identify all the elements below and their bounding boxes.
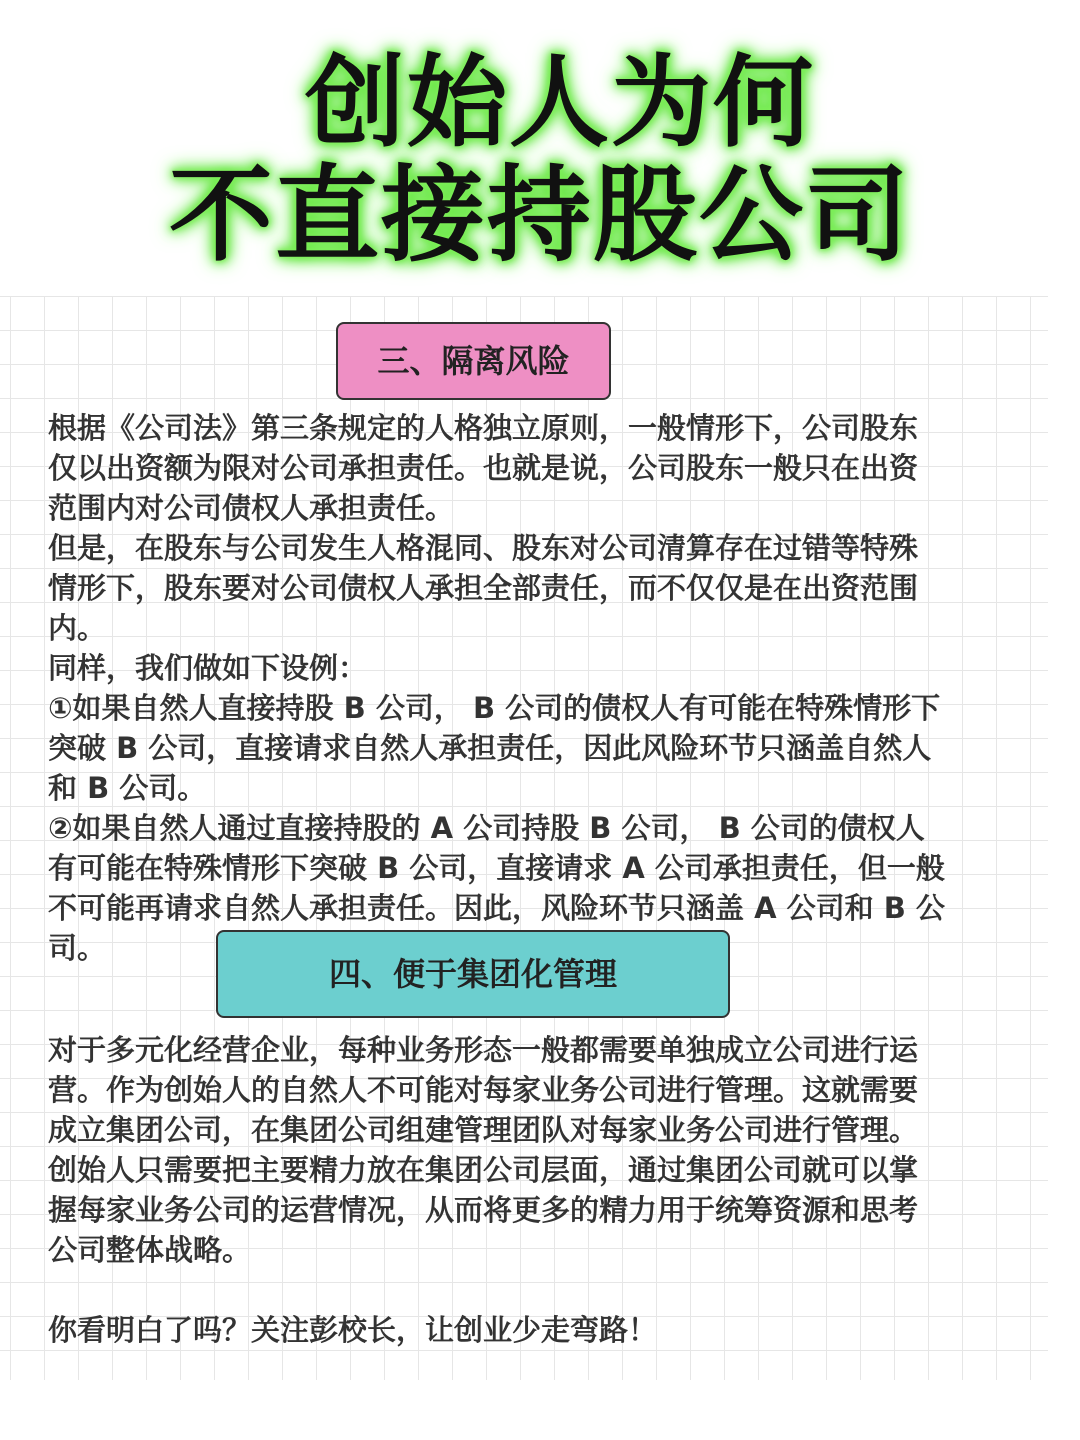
page-title-line-2: 不直接持股公司 [168,154,911,276]
section-3-body: 根据《公司法》第三条规定的人格独立原则，一般情形下，公司股东 仅以出资额为限对公司承担责任。也就是说，公司股东一般只在出资 范围内对公司债权人承担责任。 但是，在股东与公司发生人格混同、股东对公司清算存在过错等特殊 情形下，股东要对公司债权人承担全部责任，而不仅仅是在出资范围 内。 同样，我们做如下设例： ①如果自然人直接持股 B 公司， B 公司的债权人有可能在特殊情形下 突破 B 公司，直接请求自然人承担责任，因此风险环节只涵盖自然人 和 B 公司。 ②如果自然人通过直接持股的 A 公司持股 B 公司， B 公司的债权人 有可能在特殊情形下突破 B 公司，直接请求 A 公司承担责任，但一般 不可能再请求自然人承担责任。因此，风险环节只涵盖 A 公司和 B 公 司。 [48,411,945,965]
page-title-line-1: 创始人为何 [305,44,815,161]
closing-text: 你看明白了吗？关注彭校长，让创业少走弯路！ [48,1313,658,1347]
title-block [0,30,1080,280]
section-3-label: 三、隔离风险 [336,322,611,400]
section-4-body: 对于多元化经营企业，每种业务形态一般都需要单独成立公司进行运 营。作为创始人的自然人不可能对每家业务公司进行管理。这就需要 成立集团公司，在集团公司组建管理团队对每家业务公司进行管理。 创始人只需要把主要精力放在集团公司层面，通过集团公司就可以掌 握每家业务公司的运营情况，从而将更多的精力用于统筹资源和思考 公司整体战略。 [48,1033,919,1267]
section-4-label: 四、便于集团化管理 [216,930,730,1018]
